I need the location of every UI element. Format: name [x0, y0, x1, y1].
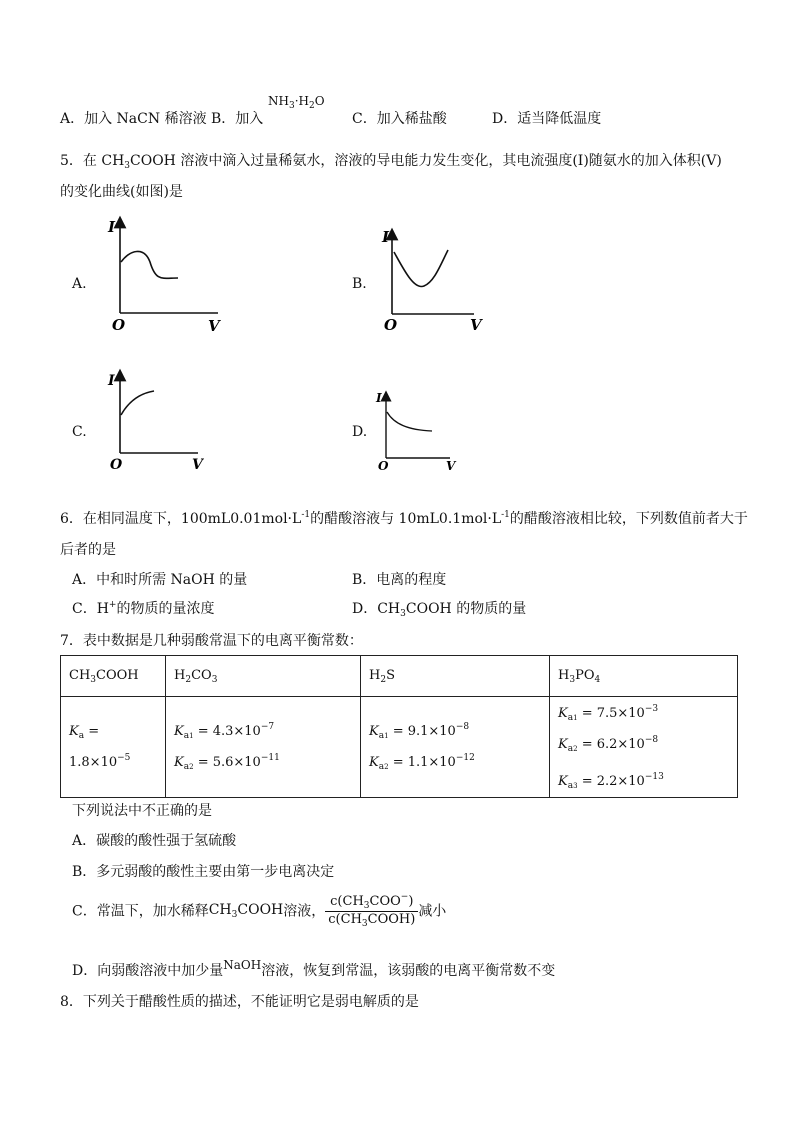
- q7-option-b: B．多元弱酸的酸性主要由第一步电离决定: [72, 864, 335, 880]
- q4-option-a-b: [60, 108, 263, 128]
- q5-option-d-label: D.: [352, 424, 368, 440]
- ka-h2co3: $K_{a1} = 4.3\times 10^{-7}$ $K_{a2} = 5.6\times 10^{-11}$: [166, 697, 361, 798]
- q5-option-b-label: B.: [352, 276, 367, 292]
- header-h3po4: $H_3PO_4$: [550, 656, 738, 697]
- x-label: V: [192, 457, 203, 473]
- q4-option-b-formula: $NH_3\cdot H_2O$: [268, 94, 325, 111]
- q5-graph-d: [374, 388, 464, 473]
- q5-stem-line2: 的变化曲线(如图)是: [60, 184, 183, 200]
- q7-stem: 7．表中数据是几种弱酸常温下的电离平衡常数：: [60, 633, 363, 649]
- q6-option-d: D．$CH_3COOH$ 的物质的量: [352, 601, 527, 619]
- origin-label: O: [110, 457, 123, 473]
- origin-label: O: [112, 316, 126, 334]
- curve: [121, 251, 178, 278]
- q6-stem-line2: 后者的是: [60, 542, 116, 558]
- q6-option-a: A．中和时所需 NaOH 的量: [72, 572, 248, 588]
- y-label: I: [382, 228, 390, 246]
- q6-option-b: B．电离的程度: [352, 572, 447, 588]
- q5-graph-a: [100, 210, 230, 335]
- q4-option-c: C．加入稀盐酸: [352, 111, 447, 127]
- origin-label: O: [378, 459, 389, 473]
- header-h2s: $H_2S$: [361, 656, 550, 697]
- y-label: I: [108, 373, 115, 389]
- curve: [387, 412, 432, 431]
- q4-option-d: D．适当降低温度: [492, 111, 602, 127]
- q7-option-c: C．常温下，加水稀释$CH_3COOH$溶液， $\frac{c(CH_3COO^-)}{c(CH_3COOH)}$ 减小: [72, 892, 447, 929]
- q5-option-c-label: C.: [72, 424, 87, 440]
- y-label: I: [376, 391, 382, 405]
- header-ch3cooh: $CH_3COOH$: [61, 656, 166, 697]
- concentration-ratio: $\frac{c(CH_3COO^-)}{c(CH_3COOH)}$: [325, 892, 418, 929]
- x-label: V: [470, 316, 482, 334]
- q7-option-a: A．碳酸的酸性强于氢硫酸: [72, 833, 237, 849]
- y-label: I: [108, 218, 116, 236]
- origin-label: O: [384, 316, 398, 334]
- q5-stem-line1: 5．在 $CH_3COOH$ 溶液中滴入过量稀氨水，溶液的导电能力发生变化，其电流强度(I)随氨水的加入体积(V): [60, 153, 722, 171]
- x-label: V: [446, 459, 456, 473]
- q4-option-a-text: A．加入 NaCN 稀溶液 B．加入: [60, 111, 264, 127]
- ka-h3po4: $K_{a1} = 7.5\times 10^{-3}$ $K_{a2} = 6.2\times 10^{-8}$ $K_{a3} = 2.2\times 10^{-13}$: [550, 697, 738, 798]
- q5-graph-b: [378, 222, 488, 334]
- curve: [121, 391, 154, 415]
- q6-option-c: C．H+的物质的量浓度: [72, 600, 215, 617]
- q5-graph-c: [106, 365, 211, 473]
- ka-h2s: $K_{a1} = 9.1\times 10^{-8}$ $K_{a2} = 1.1\times 10^{-12}$: [361, 697, 550, 798]
- q8-stem: 8．下列关于醋酸性质的描述，不能证明它是弱电解质的是: [60, 994, 419, 1010]
- ionization-constant-table: [60, 655, 738, 798]
- q7-option-d: D．向弱酸溶液中加少量NaOH溶液，恢复到常温，该弱酸的电离平衡常数不变: [72, 958, 556, 979]
- x-label: V: [208, 317, 220, 335]
- q7-question: 下列说法中不正确的是: [72, 803, 212, 819]
- q6-stem-line1: 6．在相同温度下，$100mL0.01mol\cdot L^{-1}$的醋酸溶液与 $10mL0.1mol\cdot L^{-1}$的醋酸溶液相比较，下列数值前者大于: [60, 510, 748, 527]
- ka-ch3cooh: $K_a = 1.8\times 10^{-5}$: [61, 697, 166, 798]
- header-h2co3: $H_2CO_3$: [166, 656, 361, 697]
- curve: [394, 250, 448, 287]
- q5-option-a-label: A.: [72, 276, 87, 292]
